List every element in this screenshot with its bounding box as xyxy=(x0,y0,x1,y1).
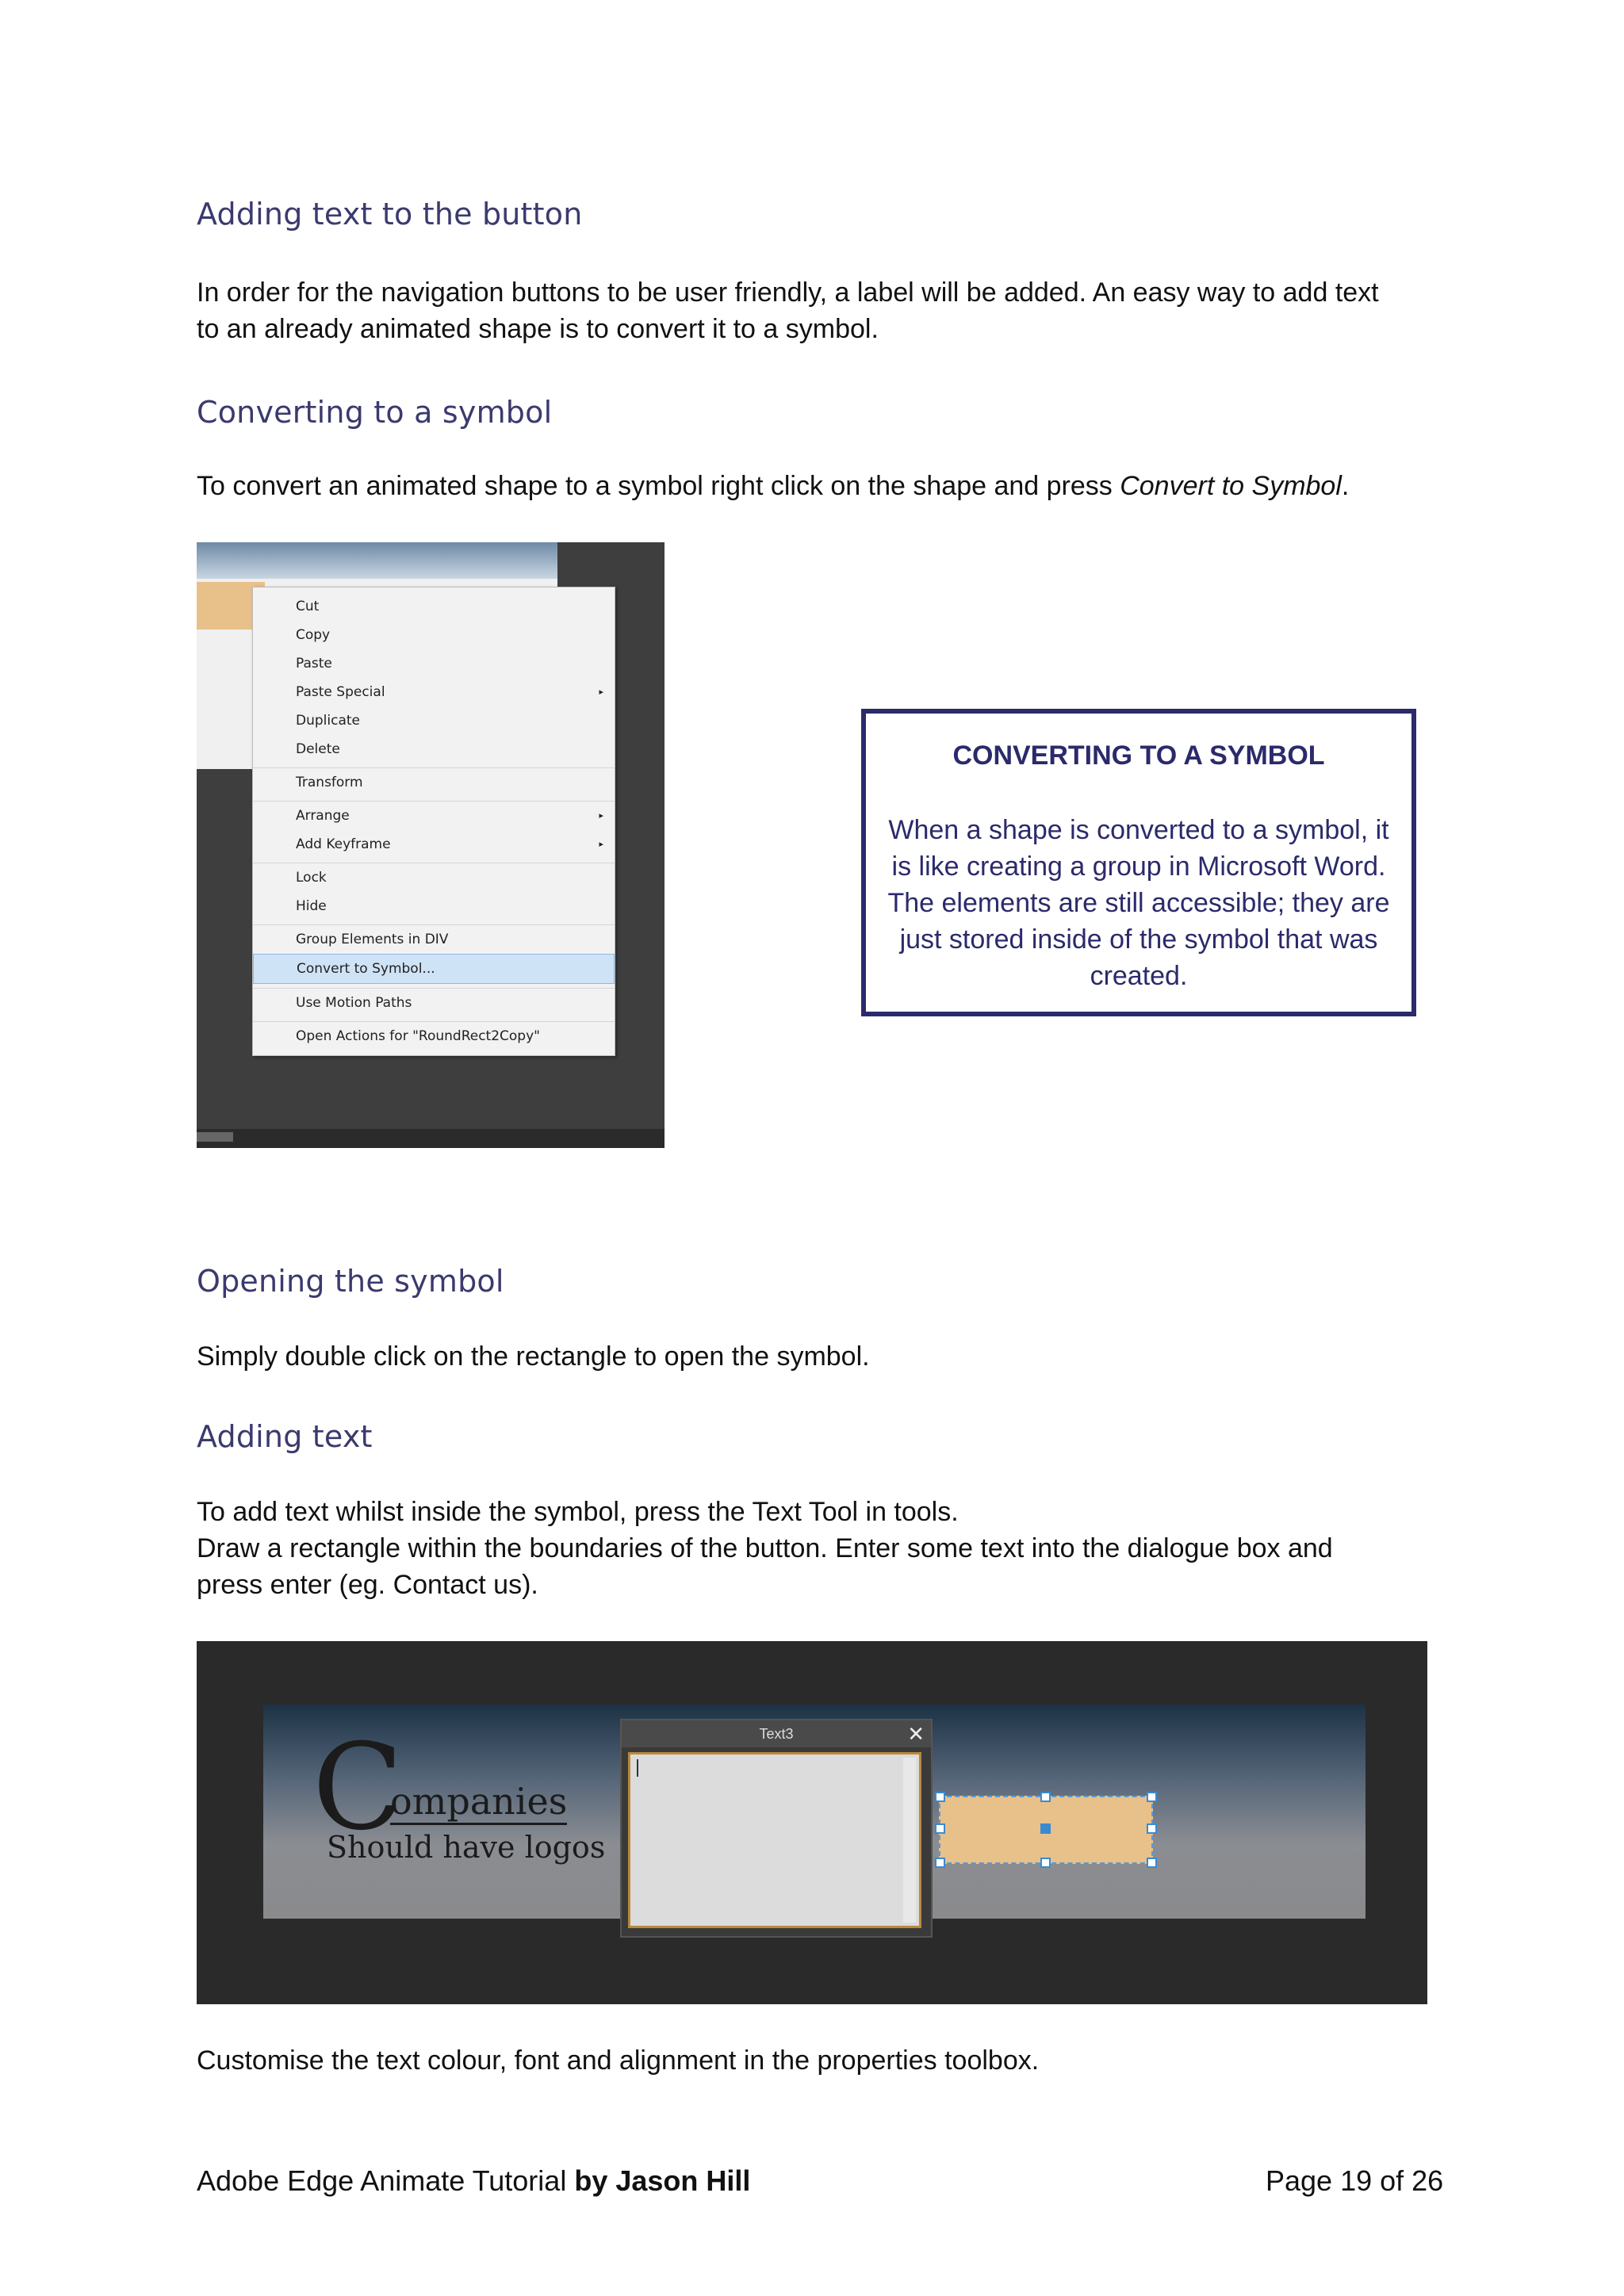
heading-converting-to-symbol: Converting to a symbol xyxy=(197,395,553,430)
resize-handle[interactable] xyxy=(1040,1792,1051,1802)
dialog-title: Text3 xyxy=(622,1720,931,1747)
center-handle[interactable] xyxy=(1040,1823,1051,1834)
paragraph-adding-text2-line-3: press enter (eg. Contact us). xyxy=(197,1570,538,1600)
callout-line: When a shape is converted to a symbol, it xyxy=(888,815,1389,845)
resize-handle[interactable] xyxy=(1147,1858,1157,1868)
resize-handle[interactable] xyxy=(1147,1823,1157,1834)
resize-handle[interactable] xyxy=(935,1823,945,1834)
callout-body xyxy=(885,812,1392,994)
menu-item-label: Paste xyxy=(296,656,332,672)
paragraph-converting xyxy=(197,468,1349,504)
menu-item-label: Cut xyxy=(296,599,320,614)
menu-item-label: Convert to Symbol... xyxy=(297,961,435,977)
footer-tutorial-name: Adobe Edge Animate Tutorial xyxy=(197,2164,575,2197)
logo-word: ompanies xyxy=(390,1780,567,1825)
logo-tagline: Should have logos xyxy=(327,1830,606,1865)
menu-item-arrange[interactable] xyxy=(253,801,615,830)
callout-line: created. xyxy=(1090,961,1188,991)
menu-item-group-elements[interactable] xyxy=(253,924,615,954)
heading-adding-text-to-button: Adding text to the button xyxy=(197,197,583,232)
footer-author: by Jason Hill xyxy=(574,2164,751,2197)
convert-to-symbol-emphasis: Convert to Symbol xyxy=(1120,471,1342,501)
paragraph-opening-symbol: Simply double click on the rectangle to open the symbol. xyxy=(197,1341,870,1372)
menu-item-label: Duplicate xyxy=(296,713,360,729)
scroll-thumb xyxy=(197,1132,233,1142)
callout-title: CONVERTING TO A SYMBOL xyxy=(952,740,1325,771)
menu-item-label: Open Actions for "RoundRect2Copy" xyxy=(296,1028,540,1044)
text-caret xyxy=(637,1759,638,1777)
page-number: Page 19 of 26 xyxy=(1266,2164,1444,2197)
callout-line: just stored inside of the symbol that was xyxy=(899,924,1378,955)
menu-item-label: Arrange xyxy=(296,808,350,824)
resize-handle[interactable] xyxy=(935,1792,945,1802)
menu-item-use-motion-paths[interactable] xyxy=(253,988,615,1017)
submenu-arrow-icon: ▸ xyxy=(599,810,603,821)
submenu-arrow-icon: ▸ xyxy=(599,839,603,849)
close-icon[interactable]: ✕ xyxy=(907,1722,925,1746)
menu-item-hide[interactable] xyxy=(253,892,615,920)
menu-item-label: Lock xyxy=(296,870,327,886)
stage-top-bar xyxy=(197,542,557,579)
menu-item-label: Delete xyxy=(296,741,340,757)
menu-item-paste-special[interactable] xyxy=(253,678,615,706)
menu-item-label: Paste Special xyxy=(296,684,385,700)
footer-title xyxy=(197,2164,750,2198)
menu-item-duplicate[interactable] xyxy=(253,706,615,735)
menu-item-lock[interactable] xyxy=(253,863,615,892)
heading-opening-symbol: Opening the symbol xyxy=(197,1264,504,1299)
menu-item-copy[interactable] xyxy=(253,621,615,649)
converting-symbol-callout xyxy=(861,709,1416,1016)
heading-adding-text: Adding text xyxy=(197,1419,373,1454)
menu-item-cut[interactable] xyxy=(253,592,615,621)
resize-handle[interactable] xyxy=(935,1858,945,1868)
menu-item-add-keyframe[interactable] xyxy=(253,830,615,859)
resize-handle[interactable] xyxy=(1040,1858,1051,1868)
menu-item-convert-to-symbol[interactable] xyxy=(253,954,615,984)
menu-item-label: Add Keyframe xyxy=(296,836,391,852)
submenu-arrow-icon: ▸ xyxy=(599,687,603,697)
text-dialog xyxy=(620,1719,933,1938)
callout-line: is like creating a group in Microsoft Word. xyxy=(891,851,1386,882)
menu-item-label: Use Motion Paths xyxy=(296,995,412,1011)
paragraph-adding-text2-line-1: To add text whilst inside the symbol, press the Text Tool in tools. xyxy=(197,1497,959,1527)
paragraph-adding-text-line-1: In order for the navigation buttons to be user friendly, a label will be added. An easy way to add text xyxy=(197,277,1379,308)
menu-item-delete[interactable] xyxy=(253,735,615,763)
paragraph-customise: Customise the text colour, font and alignment in the properties toolbox. xyxy=(197,2045,1040,2076)
paragraph-adding-text-line-2: to an already animated shape is to convert it to a symbol. xyxy=(197,314,879,344)
text-entry-area[interactable] xyxy=(628,1752,921,1928)
menu-item-transform[interactable] xyxy=(253,767,615,797)
resize-handle[interactable] xyxy=(1147,1792,1157,1802)
menu-item-label: Hide xyxy=(296,898,327,914)
converting-period: . xyxy=(1341,471,1350,501)
button-rectangle[interactable] xyxy=(939,1796,1153,1864)
context-menu xyxy=(252,587,615,1056)
menu-item-label: Copy xyxy=(296,627,331,643)
menu-item-open-actions[interactable] xyxy=(253,1021,615,1050)
text-tool-screenshot xyxy=(197,1641,1427,2004)
scrollbar[interactable] xyxy=(903,1758,916,1923)
menu-item-label: Group Elements in DIV xyxy=(296,932,449,947)
paragraph-adding-text2-line-2: Draw a rectangle within the boundaries of the button. Enter some text into the dialogue box and xyxy=(197,1533,1333,1563)
logo-initial: C xyxy=(312,1719,404,1857)
context-menu-screenshot xyxy=(197,542,665,1148)
menu-item-paste[interactable] xyxy=(253,649,615,678)
bottom-bar xyxy=(197,1129,665,1148)
callout-line: The elements are still accessible; they are xyxy=(887,888,1390,918)
menu-item-label: Transform xyxy=(296,775,363,790)
converting-text: To convert an animated shape to a symbol right click on the shape and press xyxy=(197,471,1120,501)
